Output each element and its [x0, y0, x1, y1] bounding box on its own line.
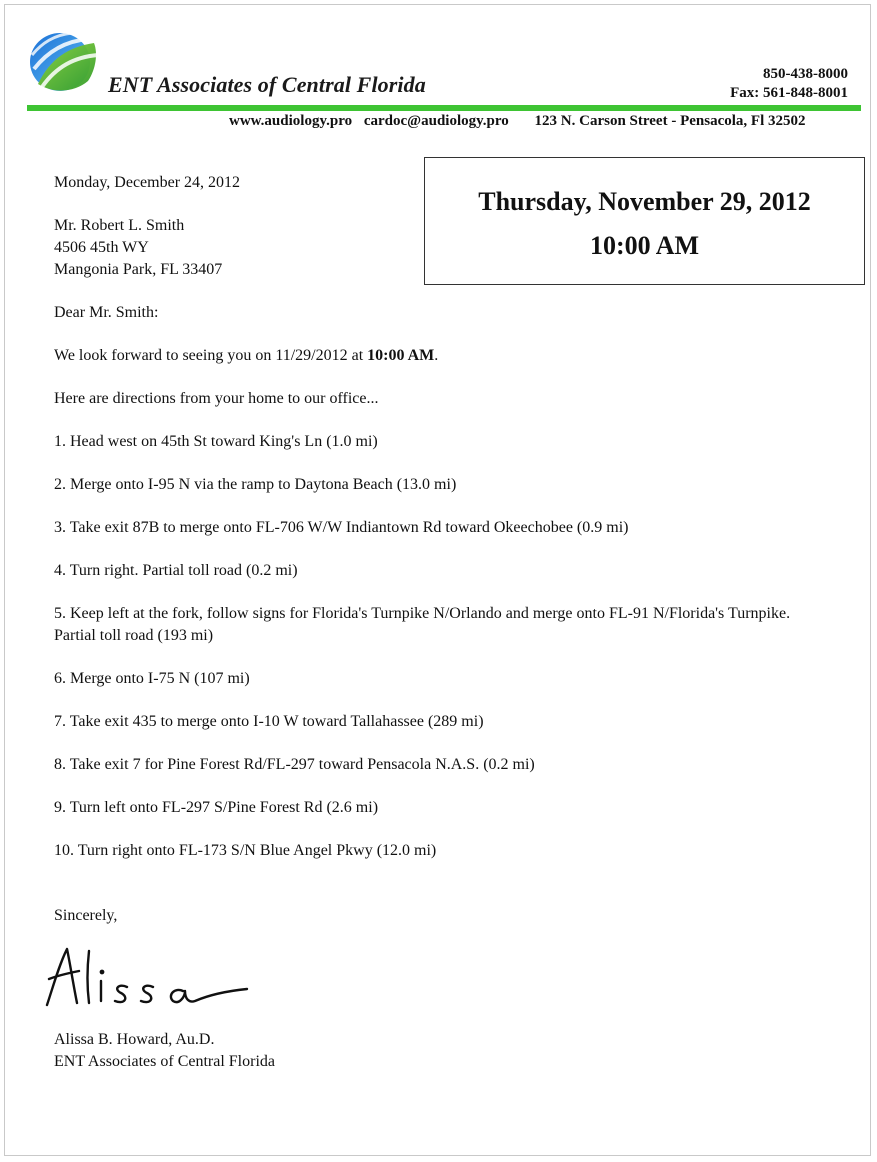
direction-step: 3. Take exit 87B to merge onto FL-706 W/W Indiantown Rd toward Okeechobee (0.9 mi) [54, 519, 629, 536]
direction-step: 10. Turn right onto FL-173 S/N Blue Angel Pkwy (12.0 mi) [54, 842, 437, 859]
salutation: Dear Mr. Smith: [54, 304, 159, 321]
signer-block [54, 1029, 275, 1073]
fax-number: Fax: 561-848-8001 [730, 85, 848, 101]
phone-number: 850-438-8000 [763, 66, 848, 82]
recipient-street: 4506 45th WY [54, 239, 149, 256]
intro-paragraph [54, 345, 824, 367]
letter-date: Monday, December 24, 2012 [54, 174, 241, 191]
appointment-time: 10:00 AM [589, 231, 700, 260]
company-logo-icon [28, 29, 100, 99]
phone-block [730, 65, 848, 103]
direction-step: 6. Merge onto I-75 N (107 mi) [54, 670, 250, 687]
letter-body [54, 172, 824, 927]
direction-step: 7. Take exit 435 to merge onto I-10 W toward Tallahassee (289 mi) [54, 713, 484, 730]
direction-step: 2. Merge onto I-95 N via the ramp to Daytona Beach (13.0 mi) [54, 476, 457, 493]
direction-step: 9. Turn left onto FL-297 S/Pine Forest Rd (2.6 mi) [54, 799, 379, 816]
contact-line [229, 113, 805, 130]
recipient-city: Mangonia Park, FL 33407 [54, 261, 223, 278]
intro-suffix: . [434, 347, 439, 364]
appointment-date: Thursday, November 29, 2012 [478, 187, 811, 216]
recipient-name: Mr. Robert L. Smith [54, 217, 185, 234]
email-link[interactable]: cardoc@audiology.pro [363, 113, 509, 129]
intro-prefix: We look forward to seeing you on 11/29/2012 at [54, 347, 368, 364]
direction-step: 4. Turn right. Partial toll road (0.2 mi) [54, 562, 298, 579]
website-link[interactable]: www.audiology.pro [229, 113, 353, 129]
intro-time: 10:00 AM [367, 347, 435, 364]
office-address: 123 N. Carson Street - Pensacola, Fl 32502 [534, 113, 806, 129]
signer-name: Alissa B. Howard, Au.D. [54, 1031, 215, 1048]
company-name: ENT Associates of Central Florida [108, 72, 426, 97]
letter-page [4, 4, 871, 1156]
closing: Sincerely, [54, 907, 118, 924]
header-divider [27, 105, 861, 111]
signer-organization: ENT Associates of Central Florida [54, 1053, 275, 1070]
direction-step: 8. Take exit 7 for Pine Forest Rd/FL-297 toward Pensacola N.A.S. (0.2 mi) [54, 756, 535, 773]
direction-step: 1. Head west on 45th St toward King's Ln (1.0 mi) [54, 433, 378, 450]
direction-step: 5. Keep left at the fork, follow signs for Florida's Turnpike N/Orlando and merge onto FL-91 N/Florida's Turnpike. Partial toll road (193 mi) [54, 605, 791, 644]
directions-intro: Here are directions from your home to our office... [54, 390, 379, 407]
signature-image [43, 943, 253, 1015]
